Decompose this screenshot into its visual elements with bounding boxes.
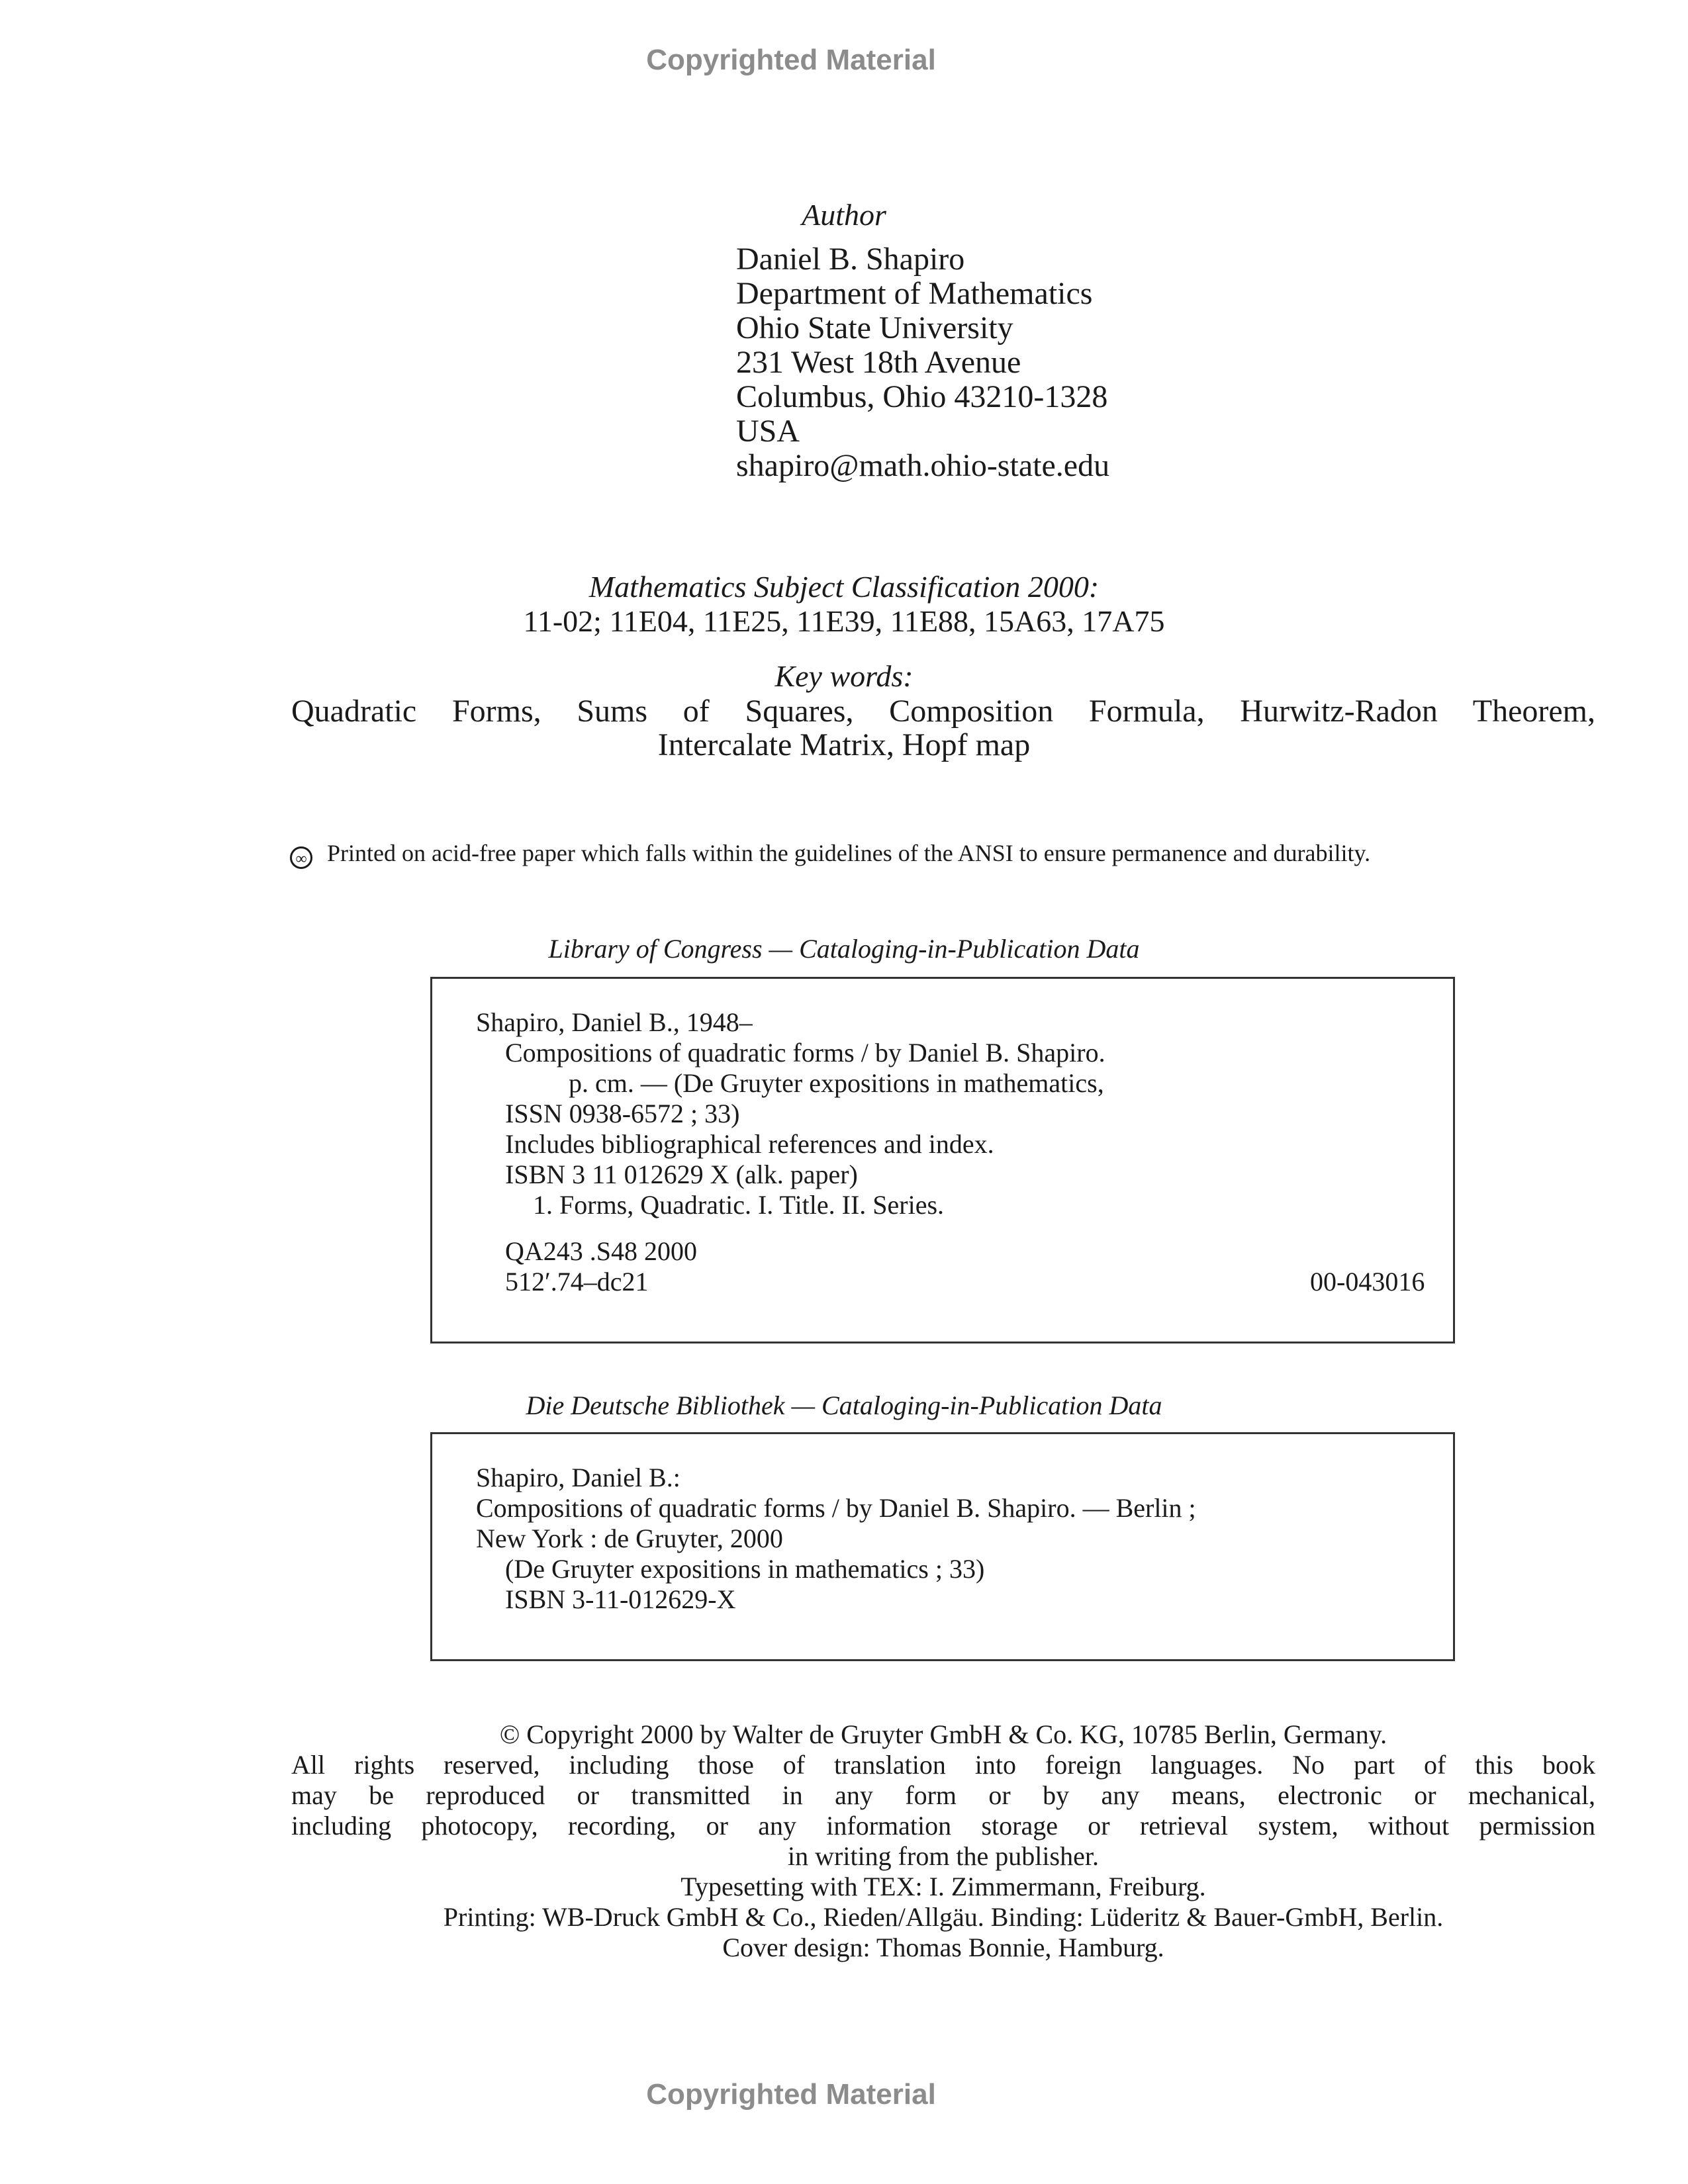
typesetting-credit: Typesetting with TEX: I. Zimmermann, Freiburg. <box>680 1872 1206 1901</box>
loc-cip-line: ISBN 3 11 012629 X (alk. paper) <box>505 1160 858 1189</box>
loc-cip-line: Compositions of quadratic forms / by Daniel B. Shapiro. <box>505 1038 1105 1068</box>
copyright-line: may be reproduced or transmitted in any form or by any means, electronic or mechanical, <box>291 1780 1595 1810</box>
ddb-cip-line: New York : de Gruyter, 2000 <box>476 1524 783 1553</box>
author-street: 231 West 18th Avenue <box>736 345 1021 380</box>
ddb-cip-line: Shapiro, Daniel B.: <box>476 1463 680 1492</box>
keywords-title: Key words: <box>774 659 914 693</box>
loc-cip-line: Shapiro, Daniel B., 1948– <box>476 1007 753 1037</box>
author-name: Daniel B. Shapiro <box>736 242 965 277</box>
copyright-line: including photocopy, recording, or any information storage or retrieval system, without permission <box>291 1811 1595 1841</box>
printing-credit: Printing: WB-Druck GmbH & Co., Rieden/Allgäu. Binding: Lüderitz & Bauer-GmbH, Berlin. <box>443 1902 1444 1932</box>
copyright-line: All rights reserved, including those of translation into foreign languages. No part of this book <box>291 1750 1595 1780</box>
watermark-top: Copyrighted Material <box>646 44 936 76</box>
ddb-cip-title: Die Deutsche Bibliothek — Cataloging-in-Publication Data <box>526 1390 1162 1420</box>
acid-free-note <box>290 839 1595 869</box>
acid-free-paper-icon: ∞ <box>290 846 312 869</box>
copyright-notice <box>291 1719 1595 1963</box>
loc-cip-line: p. cm. — (De Gruyter expositions in mathematics, <box>569 1068 1104 1098</box>
author-heading: Author <box>802 198 886 232</box>
loc-cip-line: QA243 .S48 2000 <box>505 1236 698 1266</box>
loc-cip-line: 512′.74–dc21 <box>505 1267 649 1297</box>
author-address <box>736 242 1109 483</box>
ddb-cip-line: Compositions of quadratic forms / by Daniel B. Shapiro. — Berlin ; <box>476 1493 1196 1523</box>
author-city: Columbus, Ohio 43210-1328 <box>736 379 1108 414</box>
cover-design-credit: Cover design: Thomas Bonnie, Hamburg. <box>722 1933 1164 1962</box>
ddb-cip-line: ISBN 3-11-012629-X <box>505 1584 736 1614</box>
loc-cip-title: Library of Congress — Cataloging-in-Publication Data <box>548 934 1140 964</box>
loc-cip-line: Includes bibliographical references and index. <box>505 1129 994 1159</box>
author-email: shapiro@math.ohio-state.edu <box>736 448 1110 483</box>
keywords-line-1: Quadratic Forms, Sums of Squares, Composition Formula, Hurwitz-Radon Theorem, <box>291 694 1595 729</box>
copyright-line: in writing from the publisher. <box>788 1841 1099 1871</box>
loc-control-number: 00-043016 <box>1310 1267 1425 1297</box>
ddb-cip-box <box>430 1432 1455 1661</box>
loc-cip-line: 1. Forms, Quadratic. I. Title. II. Series. <box>533 1190 945 1220</box>
classification-title: Mathematics Subject Classification 2000: <box>588 570 1100 604</box>
classification-codes: 11-02; 11E04, 11E25, 11E39, 11E88, 15A63, 17A75 <box>523 604 1165 638</box>
author-university: Ohio State University <box>736 310 1013 345</box>
loc-cip-box <box>430 977 1455 1343</box>
ddb-cip-line: (De Gruyter expositions in mathematics ; 33) <box>505 1554 985 1584</box>
keywords-line-2: Intercalate Matrix, Hopf map <box>657 727 1031 762</box>
author-department: Department of Mathematics <box>736 276 1093 311</box>
watermark-bottom: Copyrighted Material <box>646 2078 936 2111</box>
acid-free-text: Printed on acid-free paper which falls within the guidelines of the ANSI to ensure permanence and durability. <box>327 840 1371 866</box>
copyright-line: © Copyright 2000 by Walter de Gruyter GmbH & Co. KG, 10785 Berlin, Germany. <box>499 1719 1387 1749</box>
author-country: USA <box>736 414 800 449</box>
loc-cip-line: ISSN 0938-6572 ; 33) <box>505 1099 740 1128</box>
